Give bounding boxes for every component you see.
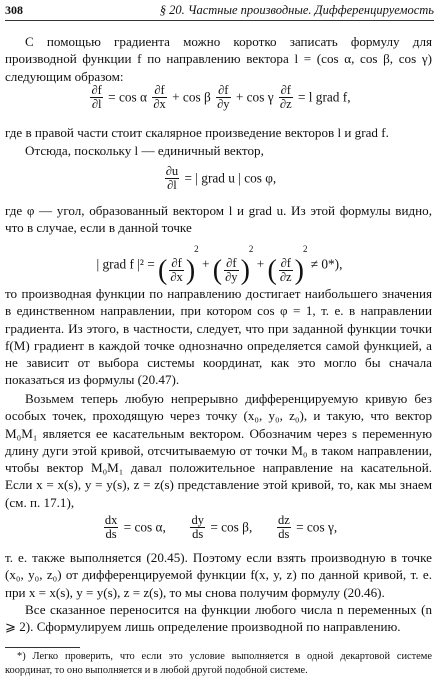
paragraph-angle-phi: где φ — угол, образованный вектором l и grad u. Из этой формулы видно, что в случае, если в данной точке [5, 203, 432, 236]
paragraph-n-variables: Все сказанное переносится на функции любого числа n переменных (n ⩾ 2). Сформулируем лишь определение производной по направлению. [5, 602, 432, 635]
footnote: *) Легко проверить, что если это условие выполняется в одной декартовой системе координат, то оно выполняется и в любой другой подобной системе. [5, 651, 432, 676]
fraction: $\frac{\partial f}{\partial y}$ [217, 83, 230, 111]
equation-grad-cos: $\frac{\partial u}{\partial l}$ = | grad u | cos φ, [165, 164, 277, 192]
fraction: $\frac{\partial f}{\partial y}$ [225, 256, 238, 285]
paragraph-gradient-intro: С помощью градиента можно коротко записать формулу для производной функции f по направлению вектора l = (cos α, cos β, cos γ) следующим образом: [5, 34, 432, 84]
equation-grad-norm: | grad f |² = ( $\frac{\partial f}{\partial x}$ )$^2$ + ( $\frac{\partial f}{\partial y}$ )$^2$ + ( $\frac{\partial f}{\partial z}$ )$^2$ ≠ 0*), [96, 244, 343, 286]
fraction: $\frac{\partial f}{\partial z}$ [279, 83, 292, 111]
fraction: $\frac{\partial f}{\partial x}$ [170, 256, 183, 285]
fraction: $\frac{dy}{ds}$ [191, 513, 204, 541]
fraction: $\frac{\partial f}{\partial x}$ [153, 83, 166, 111]
fraction: $\frac{\partial f}{\partial l}$ [91, 83, 102, 111]
paragraph-max-value: то производная функции по направлению достигает наибольшего значения в единственном направлении, при котором cos φ = 1, т. е. в направлении градиента. Из этого, в частности, следует, что при заданной функции точки f(M) градиент в каждой точке однозначно определяется самой функцией, а не зависит от выбора системы координат, как это могло бы сначала показаться из формулы (20.47). [5, 286, 432, 388]
running-title: § 20. Частные производные. Дифференцируемость [159, 3, 434, 17]
equation-direction-cosines: $\frac{dx}{ds}$ = cos α, $\frac{dy}{ds}$ = cos β, $\frac{dz}{ds}$ = cos γ, [104, 513, 338, 541]
fraction: $\frac{\partial f}{\partial z}$ [279, 256, 292, 285]
paragraph-scalar-product: где в правой части стоит скалярное произведение векторов l и grad f. [5, 125, 389, 140]
paragraph-conclusion: т. е. также выполняется (20.45). Поэтому если взять производную в точке (x₀, y₀, z₀) от дифференцируемой функции f(x, y, z) по данной кривой, т. е. при x = x(s), y = y(s), z = z(s), то мы снова получим формулу (20.46). [5, 550, 432, 600]
page-number: 308 [5, 3, 23, 17]
running-header [5, 2, 434, 21]
fraction: $\frac{dz}{ds}$ [277, 513, 290, 541]
paragraph-curve: Возьмем теперь любую непрерывно дифференцируемую кривую без особых точек, проходящую через точку (x₀, y₀, z₀), и такую, что вектор M₀M₁ является ее касательным вектором. Обозначим через s переменную длину дуги этой кривой, отсчитываемую от точки M₀ в таком направлении, чтобы вектор M₀M₁ давал положительное направление на касательной. Если x = x(s), y = y(s), z = z(s) представление этой кривой, то, как мы знаем (см. п. 17.1), [5, 391, 432, 510]
fraction: $\frac{\partial u}{\partial l}$ [165, 164, 179, 192]
equation-directional-derivative: $\frac{\partial f}{\partial l}$ = cos α $\frac{\partial f}{\partial x}$ + cos β $\frac{\partial f}{\partial y}$ + cos γ $\frac{\partial f}{\partial z}$ = l grad f, [91, 83, 351, 111]
paragraph-unit-vector: Отсюда, поскольку l — единичный вектор, [25, 143, 264, 158]
fraction: $\frac{dx}{ds}$ [104, 513, 118, 541]
footnote-rule [5, 647, 80, 648]
